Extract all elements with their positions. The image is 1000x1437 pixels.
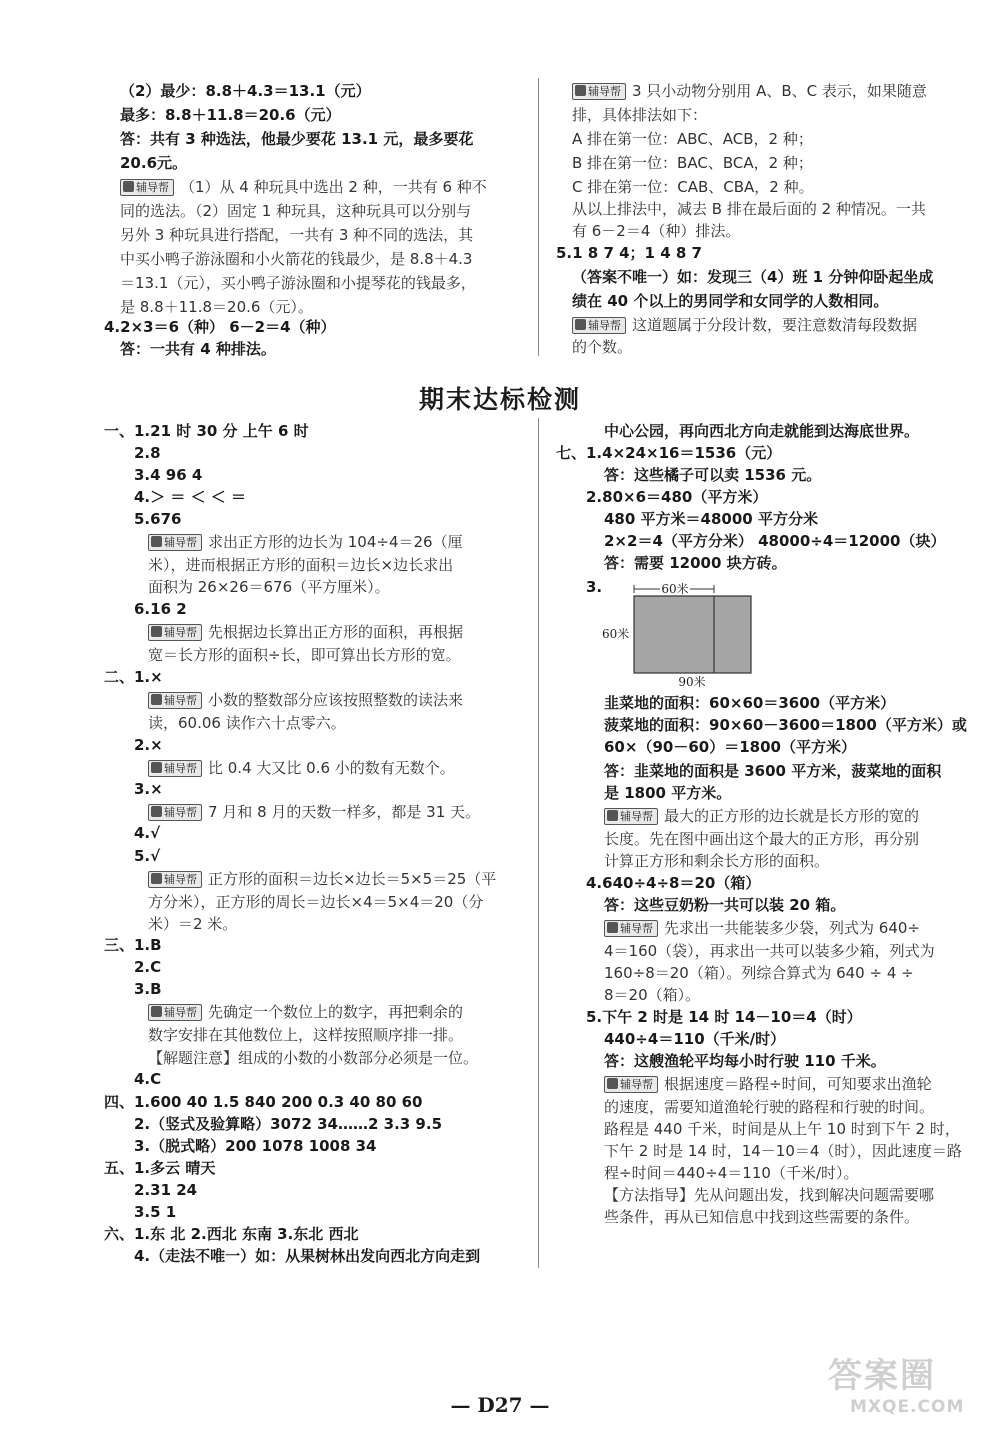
top-right-line-7: 有 6－2＝4（种）排法。: [572, 222, 741, 240]
right-line-8: 3.: [586, 578, 603, 596]
right-line-25: 答：这艘渔轮平均每小时行驶 110 千米。: [604, 1052, 886, 1070]
left-tip-2b: 宽＝长方形的面积÷长，即可算出长方形的宽。: [148, 646, 461, 664]
left-tip-7b: 数字安排在其他数位上，这样按照顺序排一排。: [148, 1026, 464, 1044]
right-tip-2a: 辅导帮 先求出一共能装多少袋，列式为 640÷: [604, 917, 920, 939]
top-right-line-8: 5.1 8 7 4；1 4 8 7: [556, 244, 702, 262]
top-right-line-12: 的个数。: [572, 338, 633, 356]
left-line-20: 5.√: [134, 847, 161, 865]
tip-badge: 辅导帮: [604, 1076, 658, 1093]
left-line-12: 二、1.×: [104, 668, 163, 686]
left-tip-1a: 辅导帮 求出正方形的边长为 104÷4＝26（厘: [148, 531, 463, 553]
right-line-23: 5.下午 2 时是 14 时 14－10＝4（时）: [586, 1008, 862, 1026]
column-divider-bottom: [538, 418, 539, 1268]
section-title: 期末达标检测: [418, 385, 581, 414]
right-line-12: 答：韭菜地的面积是 3600 平方米，菠菜地的面积: [604, 762, 942, 780]
helper-icon: [151, 536, 162, 547]
top-right-line-3: A 排在第一位：ABC、ACB，2 种；: [572, 130, 813, 148]
helper-icon: [151, 806, 162, 817]
right-tip-3b: 的速度，需要知道渔轮行驶的路程和行驶的时间。: [604, 1098, 935, 1116]
tip-badge: 辅导帮: [148, 1004, 202, 1021]
top-left-tip-1: 辅导帮 （1）从 4 种玩具中选出 2 种，一共有 6 种不: [120, 176, 487, 198]
right-line-5: 480 平方米＝48000 平方分米: [604, 510, 818, 528]
left-tip-6c: 米）＝2 米。: [148, 915, 238, 933]
right-tip-3g: 些条件，再从已知信息中找到这些需要的条件。: [604, 1208, 920, 1226]
top-left-tip-4: 中买小鸭子游泳圈和小火箭花的钱最少，是 8.8＋4.3: [120, 250, 473, 268]
right-line-13: 是 1800 平方米。: [604, 784, 732, 802]
label-top-60m: 60米: [661, 582, 689, 596]
top-left-line-11: 4.2×3＝6（种） 6－2＝4（种）: [104, 318, 336, 336]
left-line-15: 2.×: [134, 736, 163, 754]
tip-badge: 辅导帮: [572, 317, 626, 334]
right-line-24: 440÷4＝110（千米/时）: [604, 1030, 786, 1048]
helper-icon: [607, 922, 618, 933]
left-line-31: 四、1.600 40 1.5 840 200 0.3 40 80 60: [104, 1093, 423, 1111]
column-divider-top: [538, 78, 539, 356]
left-line-19: 4.√: [134, 824, 161, 842]
left-line-2: 2.8: [134, 444, 161, 462]
right-tip-2d: 8＝20（箱）。: [604, 986, 701, 1004]
tip-badge: 辅导帮: [148, 804, 202, 821]
watermark-main: 答案圈: [828, 1356, 936, 1396]
page-number: — D27 —: [450, 1393, 550, 1417]
helper-icon: [123, 181, 134, 192]
field-diagram: [596, 576, 776, 688]
left-line-5: 5.676: [134, 510, 182, 528]
top-left-tip-3: 另外 3 种玩具进行搭配，一共有 3 种不同的选法，其: [120, 226, 474, 244]
left-line-36: 3.5 1: [134, 1203, 177, 1221]
left-line-3: 3.4 96 4: [134, 466, 203, 484]
right-tip-1a: 辅导帮 最大的正方形的边长就是长方形的宽的: [604, 805, 919, 827]
left-line-17: 3.×: [134, 780, 163, 798]
top-left-line-3: 答：共有 3 种选法，他最少要花 13.1 元，最多要花: [120, 130, 474, 148]
right-line-3: 答：这些橘子可以卖 1536 元。: [604, 466, 822, 484]
right-line-10: 菠菜地的面积：90×60－3600＝1800（平方米）或: [604, 716, 967, 734]
helper-icon: [151, 873, 162, 884]
tip-badge: 辅导帮: [148, 692, 202, 709]
left-tip-1c: 面积为 26×26＝676（平方厘米）。: [148, 578, 390, 596]
left-line-24: 三、1.B: [104, 936, 162, 954]
top-right-line-9: （答案不唯一）如：发现三（4）班 1 分钟仰卧起坐成: [572, 268, 934, 286]
top-right-line-5: C 排在第一位：CAB、CBA，2 种。: [572, 178, 814, 196]
tip-badge: 辅导帮: [148, 760, 202, 777]
top-left-line-4: 20.6元。: [120, 154, 188, 172]
top-right-line-6: 从以上排法中，减去 B 排在最后面的 2 种情况。一共: [572, 200, 926, 218]
top-right-line-4: B 排在第一位：BAC、BCA，2 种；: [572, 154, 813, 172]
tip-badge: 辅导帮: [148, 534, 202, 551]
right-tip-3a: 辅导帮 根据速度＝路程÷时间，可知要求出渔轮: [604, 1073, 932, 1095]
helper-icon: [575, 319, 586, 330]
left-tip-3a: 辅导帮 小数的整数部分应该按照整数的读法来: [148, 689, 463, 711]
tip-badge: 辅导帮: [572, 83, 626, 100]
right-line-18: 答：这些豆奶粉一共可以装 20 箱。: [604, 896, 846, 914]
right-tip-3f: 【方法指导】先从问题出发，找到解决问题需要哪: [604, 1186, 935, 1204]
left-tip-4: 辅导帮 比 0.4 大又比 0.6 小的数有无数个。: [148, 757, 455, 779]
right-line-6: 2×2＝4（平方分米） 48000÷4＝12000（块）: [604, 532, 946, 550]
top-left-tip-6: 是 8.8＋11.8＝20.6（元）。: [120, 298, 313, 316]
left-tip-6a: 辅导帮 正方形的面积＝边长×边长＝5×5＝25（平: [148, 868, 496, 890]
right-line-2: 七、1.4×24×16＝1536（元）: [556, 444, 782, 462]
tip-badge: 辅导帮: [148, 871, 202, 888]
left-line-35: 2.31 24: [134, 1181, 198, 1199]
top-right-line-10: 绩在 40 个以上的男同学和女同学的人数相同。: [572, 292, 889, 310]
left-line-9: 6.16 2: [134, 600, 187, 618]
helper-icon: [151, 1006, 162, 1017]
left-line-37: 六、1.东 北 2.西北 东南 3.东北 西北: [104, 1225, 359, 1243]
right-line-11: 60×（90－60）＝1800（平方米）: [604, 738, 856, 756]
label-bottom-90m: 90米: [678, 675, 706, 688]
left-tip-7a: 辅导帮 先确定一个数位上的数字，再把剩余的: [148, 1001, 463, 1023]
right-line-9: 韭菜地的面积：60×60＝3600（平方米）: [604, 694, 896, 712]
top-left-tip-2: 同的选法。（2）固定 1 种玩具，这种玩具可以分别与: [120, 202, 472, 220]
left-line-38: 4.（走法不唯一）如：从果树林出发向西北方向走到: [134, 1247, 481, 1265]
right-line-1: 中心公园，再向西北方向走就能到达海底世界。: [604, 422, 920, 440]
top-right-line-1: 辅导帮 3 只小动物分别用 A、B、C 表示，如果随意: [572, 80, 927, 102]
top-right-line-2: 排，具体排法如下：: [572, 106, 708, 124]
helper-icon: [607, 810, 618, 821]
right-tip-3e: 程÷时间＝440÷4＝110（千米/时）。: [604, 1164, 859, 1182]
left-line-30: 4.C: [134, 1070, 162, 1088]
left-tip-6b: 方分米），正方形的周长＝边长×4＝5×4＝20（分: [148, 893, 484, 911]
top-left-line-1: （2）最少：8.8＋4.3＝13.1（元）: [120, 82, 371, 100]
tip-badge: 辅导帮: [604, 920, 658, 937]
left-line-26: 3.B: [134, 980, 162, 998]
top-left-tip-5: ＝13.1（元），买小鸭子游泳圈和小提琴花的钱最多，: [120, 274, 476, 292]
right-line-17: 4.640÷4÷8＝20（箱）: [586, 874, 761, 892]
helper-icon: [151, 694, 162, 705]
right-line-7: 答：需要 12000 块方砖。: [604, 554, 787, 572]
right-tip-3c: 路程是 440 千米，时间是从上午 10 时到下午 2 时，: [604, 1120, 960, 1138]
left-tip-7c: 【解题注意】组成的小数的小数部分必须是一位。: [148, 1049, 479, 1067]
left-line-4: 4.＞ ＝ ＜ ＜ ＝: [134, 488, 247, 506]
right-tip-2c: 160÷8＝20（箱）。列综合算式为 640 ÷ 4 ÷: [604, 964, 914, 982]
top-right-line-11: 辅导帮 这道题属于分段计数，要注意数清每段数据: [572, 314, 917, 336]
top-left-line-2: 最多：8.8＋11.8＝20.6（元）: [120, 106, 341, 124]
left-line-1: 一、1.21 时 30 分 上午 6 时: [104, 422, 309, 440]
top-left-line-12: 答：一共有 4 种排法。: [120, 340, 276, 358]
left-line-34: 五、1.多云 晴天: [104, 1159, 216, 1177]
left-tip-2a: 辅导帮 先根据边长算出正方形的面积，再根据: [148, 621, 463, 643]
watermark-logo: [828, 1348, 988, 1428]
tip-badge: 辅导帮: [604, 808, 658, 825]
helper-icon: [151, 762, 162, 773]
helper-icon: [575, 85, 586, 96]
left-line-25: 2.C: [134, 958, 162, 976]
right-tip-1b: 长度。先在图中画出这个最大的正方形，再分别: [604, 830, 920, 848]
left-tip-3b: 读，60.06 读作六十点零六。: [148, 714, 346, 732]
left-tip-1b: 米），进而根据正方形的面积＝边长×边长求出: [148, 556, 454, 574]
left-line-33: 3.（脱式略）200 1078 1008 34: [134, 1137, 377, 1155]
left-line-32: 2.（竖式及验算略）3072 34……2 3.3 9.5: [134, 1115, 443, 1133]
field-rectangle: [634, 596, 751, 673]
tip-badge: 辅导帮: [148, 624, 202, 641]
right-tip-3d: 下午 2 时是 14 时，14－10＝4（时），因此速度＝路: [604, 1142, 962, 1160]
watermark-sub: MXQE.COM: [850, 1397, 965, 1417]
helper-icon: [607, 1078, 618, 1089]
label-left-60m: 60米: [602, 627, 630, 641]
left-tip-5: 辅导帮 7 月和 8 月的天数一样多，都是 31 天。: [148, 801, 480, 823]
tip-badge: 辅导帮: [120, 179, 174, 196]
right-tip-2b: 4＝160（袋），再求出一共可以装多少箱，列式为: [604, 942, 935, 960]
right-line-4: 2.80×6＝480（平方米）: [586, 488, 768, 506]
helper-icon: [151, 626, 162, 637]
right-tip-1c: 计算正方形和剩余长方形的面积。: [604, 852, 830, 870]
